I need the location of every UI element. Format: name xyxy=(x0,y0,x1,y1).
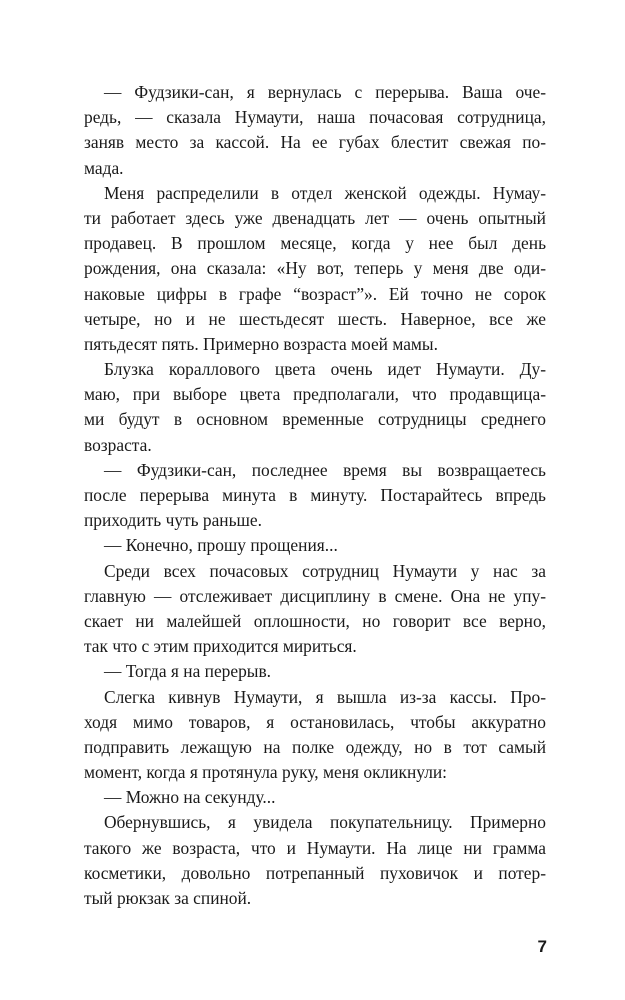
text-line: Обернувшись, я увидела покупательницу. Примерно xyxy=(104,812,546,833)
text-line: приходить чуть раньше. xyxy=(84,510,262,531)
text-line: тый рюкзак за спиной. xyxy=(84,888,252,908)
text-line: рождения, она сказала: «Ну вот, теперь у меня две оди- xyxy=(84,258,546,279)
text-line: редь, — сказала Нумаути, наша почасовая сотрудница, xyxy=(84,107,546,128)
text-line: ходя мимо товаров, я остановилась, чтобы аккуратно xyxy=(84,711,546,732)
body-text xyxy=(84,80,546,911)
text-line: ми будут в основном временные сотрудницы среднего xyxy=(84,409,546,430)
text-line: — Конечно, прошу прощения... xyxy=(104,535,338,556)
text-line: момент, когда я протянула руку, меня окликнули: xyxy=(84,762,448,783)
text-line: маю, при выборе цвета предполагали, что продавщица- xyxy=(84,384,546,405)
text-line: Меня распределили в отдел женской одежды. Нумау- xyxy=(104,182,546,203)
text-line: четыре, но и не шестьдесят шесть. Наверное, все же xyxy=(84,308,546,329)
text-line: Слегка кивнув Нумаути, я вышла из-за кассы. Про- xyxy=(104,686,546,707)
text-line: — Фудзики-сан, я вернулась с перерыва. Ваша оче- xyxy=(104,82,546,102)
text-line: продавец. В прошлом месяце, когда у нее был день xyxy=(84,233,546,254)
text-line: главную — отслеживает дисциплину в смене. Она не упу- xyxy=(84,585,546,606)
text-line: такого же возраста, что и Нумаути. На лице ни грамма xyxy=(84,837,546,858)
text-line: возраста. xyxy=(84,434,152,455)
text-line: так что с этим приходится мириться. xyxy=(84,636,357,657)
text-line: пятьдесят пять. Примерно возраста моей мамы. xyxy=(84,333,438,354)
text-line: мада. xyxy=(84,157,124,178)
text-line: Среди всех почасовых сотрудниц Нумаути у нас за xyxy=(104,560,546,581)
text-line: ти работает здесь уже двенадцать лет — очень опытный xyxy=(84,207,546,228)
text-line: — Можно на секунду... xyxy=(104,787,276,808)
text-line: подправить лежащую на полке одежду, но в тот самый xyxy=(84,736,546,757)
text-line: наковые цифры в графе “возраст”». Ей точно не сорок xyxy=(84,283,546,304)
text-line: после перерыва минута в минуту. Постарайтесь впредь xyxy=(84,485,546,505)
text-line: скает ни малейшей оплошности, но говорит все верно, xyxy=(84,610,546,631)
text-line: — Тогда я на перерыв. xyxy=(104,661,272,682)
page-number: 7 xyxy=(537,937,547,956)
text-line: косметики, довольно потрепанный пуховичок и потер- xyxy=(84,862,546,883)
text-line: заняв место за кассой. На ее губах блестит свежая по- xyxy=(84,132,546,153)
text-line: Блузка кораллового цвета очень идет Нумаути. Ду- xyxy=(104,359,546,380)
text-line: — Фудзики-сан, последнее время вы возвращаетесь xyxy=(104,459,546,480)
